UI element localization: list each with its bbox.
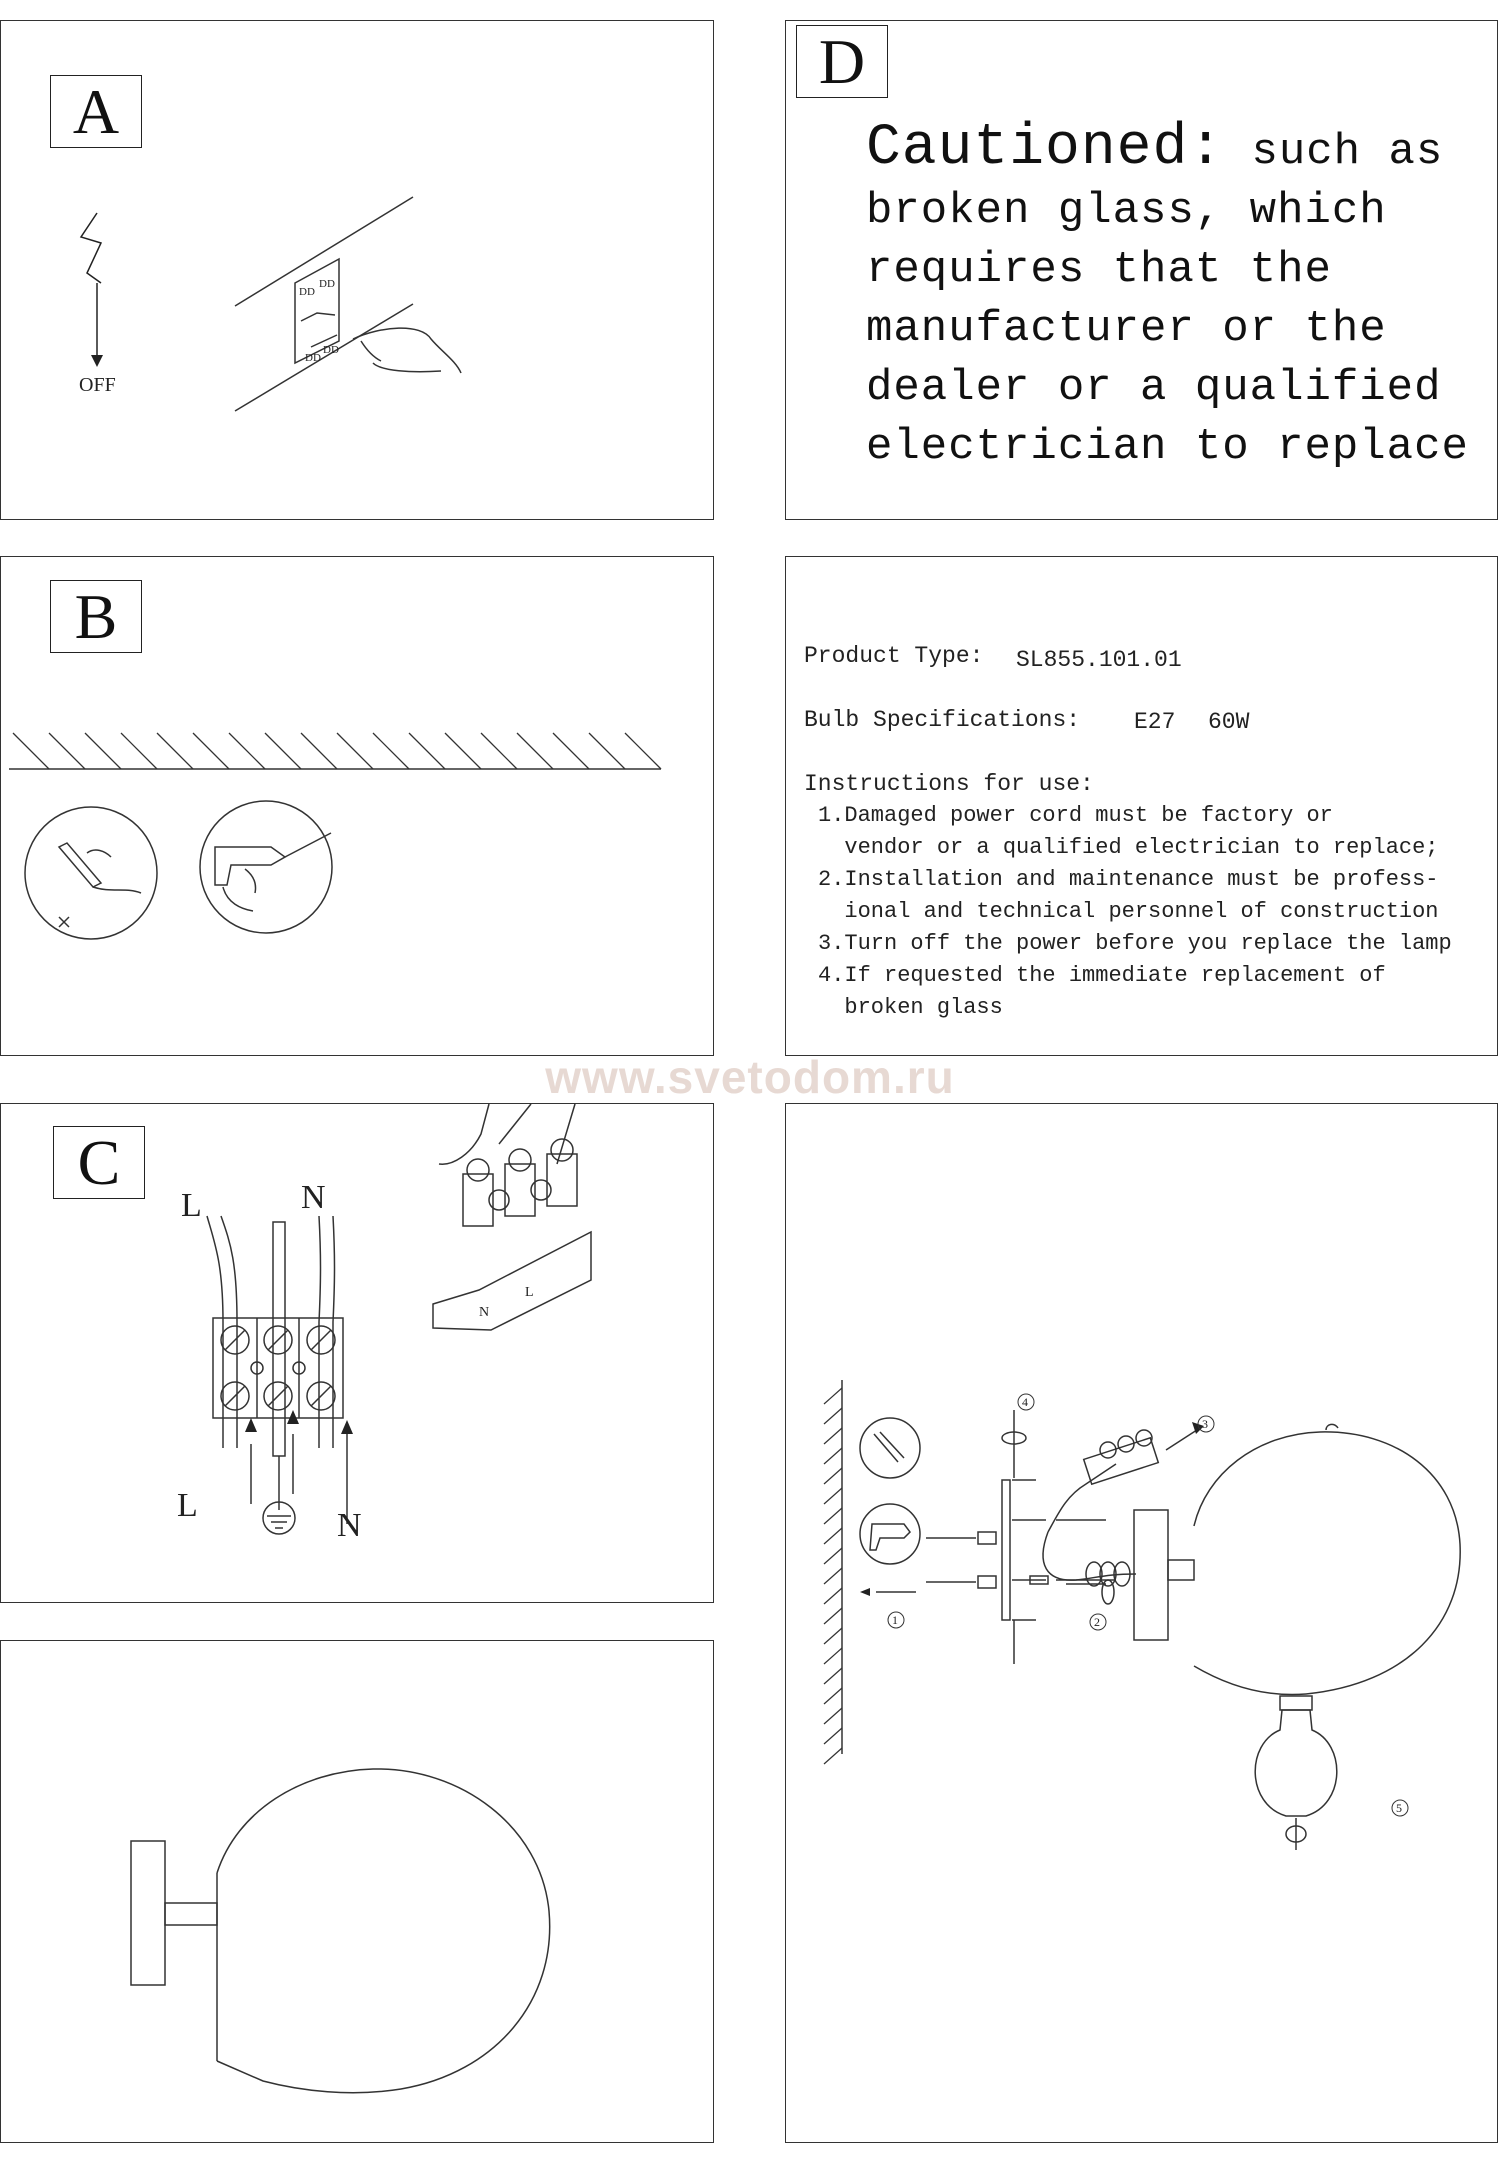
arrow-head <box>245 1418 257 1432</box>
bulb <box>1255 1710 1337 1816</box>
off-label: OFF <box>79 374 116 396</box>
hatch-line <box>265 733 301 769</box>
caution-heading: Cautioned: <box>866 116 1225 181</box>
panel-c-label: C <box>53 1126 145 1199</box>
hatch-line <box>824 1548 842 1564</box>
block-mark: L <box>525 1285 534 1300</box>
arm <box>165 1903 217 1925</box>
hatch-line <box>824 1628 842 1644</box>
hatch-line <box>824 1428 842 1444</box>
globe-shade <box>1194 1432 1460 1695</box>
hatch-line <box>824 1468 842 1484</box>
bulb-socket: E27 <box>1134 709 1176 735</box>
bulb-spec-label: Bulb Specifications: <box>804 707 1081 733</box>
hatch-line <box>824 1728 842 1744</box>
caution-text <box>866 116 1500 477</box>
hatch-line <box>301 733 337 769</box>
step-number: 1 <box>892 1613 898 1627</box>
wire-n-top-label: N <box>301 1179 326 1216</box>
wall-mount-plate <box>131 1841 165 1985</box>
switch-mark: DD <box>305 352 321 364</box>
hatch-line <box>824 1388 842 1404</box>
product-type-value: SL855.101.01 <box>1016 647 1182 673</box>
hatch-line <box>517 733 553 769</box>
panel-assembly <box>785 1103 1498 2143</box>
arrow-head <box>341 1420 353 1434</box>
drill-circle <box>200 801 332 933</box>
hatch-line <box>481 733 517 769</box>
caution-line: dealer or a qualified <box>866 363 1442 413</box>
hatch-line <box>824 1408 842 1424</box>
hatch-line <box>49 733 85 769</box>
arrow-head <box>860 1588 870 1596</box>
hatch-line <box>824 1488 842 1504</box>
hatch-line <box>824 1668 842 1684</box>
drill-circle <box>860 1504 920 1564</box>
cord <box>1043 1532 1136 1580</box>
caution-line: electrician to replace <box>866 422 1469 472</box>
lightning-icon <box>81 213 101 283</box>
wire-l <box>207 1216 223 1448</box>
hatch-line <box>193 733 229 769</box>
caution-line: such as <box>1224 127 1444 177</box>
switch-mark: DD <box>299 286 315 298</box>
hatch-line <box>824 1448 842 1464</box>
wall-switch-illustration <box>235 197 461 411</box>
instruction-line: 1.Damaged power cord must be factory or <box>818 803 1333 828</box>
connector-block-3d <box>433 1232 591 1330</box>
hatch-line <box>625 733 661 769</box>
globe <box>217 1769 550 2093</box>
product-type-label: Product Type: <box>804 643 984 669</box>
step-number: 4 <box>1022 1395 1028 1409</box>
instruction-line: ional and technical personnel of construction <box>818 899 1439 924</box>
hatch-line <box>229 733 265 769</box>
instruction-line: vendor or a qualified electrician to replace; <box>818 835 1439 860</box>
wire-l-bottom-label: L <box>177 1487 198 1524</box>
panel-a-label: A <box>50 75 142 148</box>
wiring-diagram <box>1 1104 715 1604</box>
wire-n-bottom-label: N <box>337 1507 362 1544</box>
panel-c <box>0 1103 714 1603</box>
step-number: 3 <box>1202 1417 1208 1431</box>
panel-b <box>0 556 714 1056</box>
hatch-line <box>824 1688 842 1704</box>
power-off-diagram <box>1 21 715 521</box>
panel-d-label: D <box>796 25 888 98</box>
instruction-line: 4.If requested the immediate replacement of <box>818 963 1386 988</box>
ceiling-hatch <box>13 733 661 769</box>
lamp-side-view <box>1 1641 715 2144</box>
step-number: 5 <box>1396 1801 1402 1815</box>
hatch-line <box>824 1568 842 1584</box>
wire-n <box>319 1216 321 1448</box>
mounting-bracket <box>1002 1480 1010 1620</box>
panel-d <box>785 20 1498 520</box>
panel-specifications <box>785 556 1498 1056</box>
hatch-line <box>13 733 49 769</box>
caution-line: requires that the <box>866 245 1332 295</box>
hatch-line <box>824 1588 842 1604</box>
step-number: 2 <box>1094 1615 1100 1629</box>
hatch-line <box>85 733 121 769</box>
terminal-block <box>213 1318 343 1418</box>
instruction-line: 3.Turn off the power before you replace the lamp <box>818 931 1452 956</box>
hatch-line <box>589 733 625 769</box>
hatch-line <box>824 1708 842 1724</box>
block-mark: N <box>479 1305 490 1320</box>
wall-hatch <box>824 1388 842 1764</box>
caution-line: broken glass, which <box>866 186 1387 236</box>
wall-plate <box>1134 1510 1168 1640</box>
hatch-line <box>445 733 481 769</box>
pencil-circle <box>860 1418 920 1478</box>
switch-mark: DD <box>319 278 335 290</box>
hatch-line <box>824 1748 842 1764</box>
instruction-line: broken glass <box>818 995 1003 1020</box>
instructions-title: Instructions for use: <box>804 771 1094 797</box>
hatch-line <box>824 1608 842 1624</box>
hatch-line <box>157 733 193 769</box>
drilling-diagram <box>1 557 715 1057</box>
panel-a <box>0 20 714 520</box>
hatch-line <box>824 1528 842 1544</box>
bulb-power: 60W <box>1208 709 1250 735</box>
hatch-line <box>373 733 409 769</box>
hatch-line <box>824 1508 842 1524</box>
hatch-line <box>409 733 445 769</box>
caution-line: manufacturer or the <box>866 304 1387 354</box>
panel-b-label: B <box>50 580 142 653</box>
hatch-line <box>121 733 157 769</box>
hatch-line <box>824 1648 842 1664</box>
hatch-line <box>337 733 373 769</box>
switch-mark: DD <box>323 344 339 356</box>
panel-lamp-side-view <box>0 1640 714 2143</box>
instruction-line: 2.Installation and maintenance must be profess- <box>818 867 1439 892</box>
wire-l-top-label: L <box>181 1187 202 1224</box>
assembly-diagram <box>786 1104 1499 2144</box>
watermark: www.svetodom.ru <box>545 1051 955 1103</box>
pencil-mark-circle <box>25 807 157 939</box>
arrow-head <box>287 1410 299 1424</box>
off-arrow-head <box>91 355 103 367</box>
hatch-line <box>553 733 589 769</box>
